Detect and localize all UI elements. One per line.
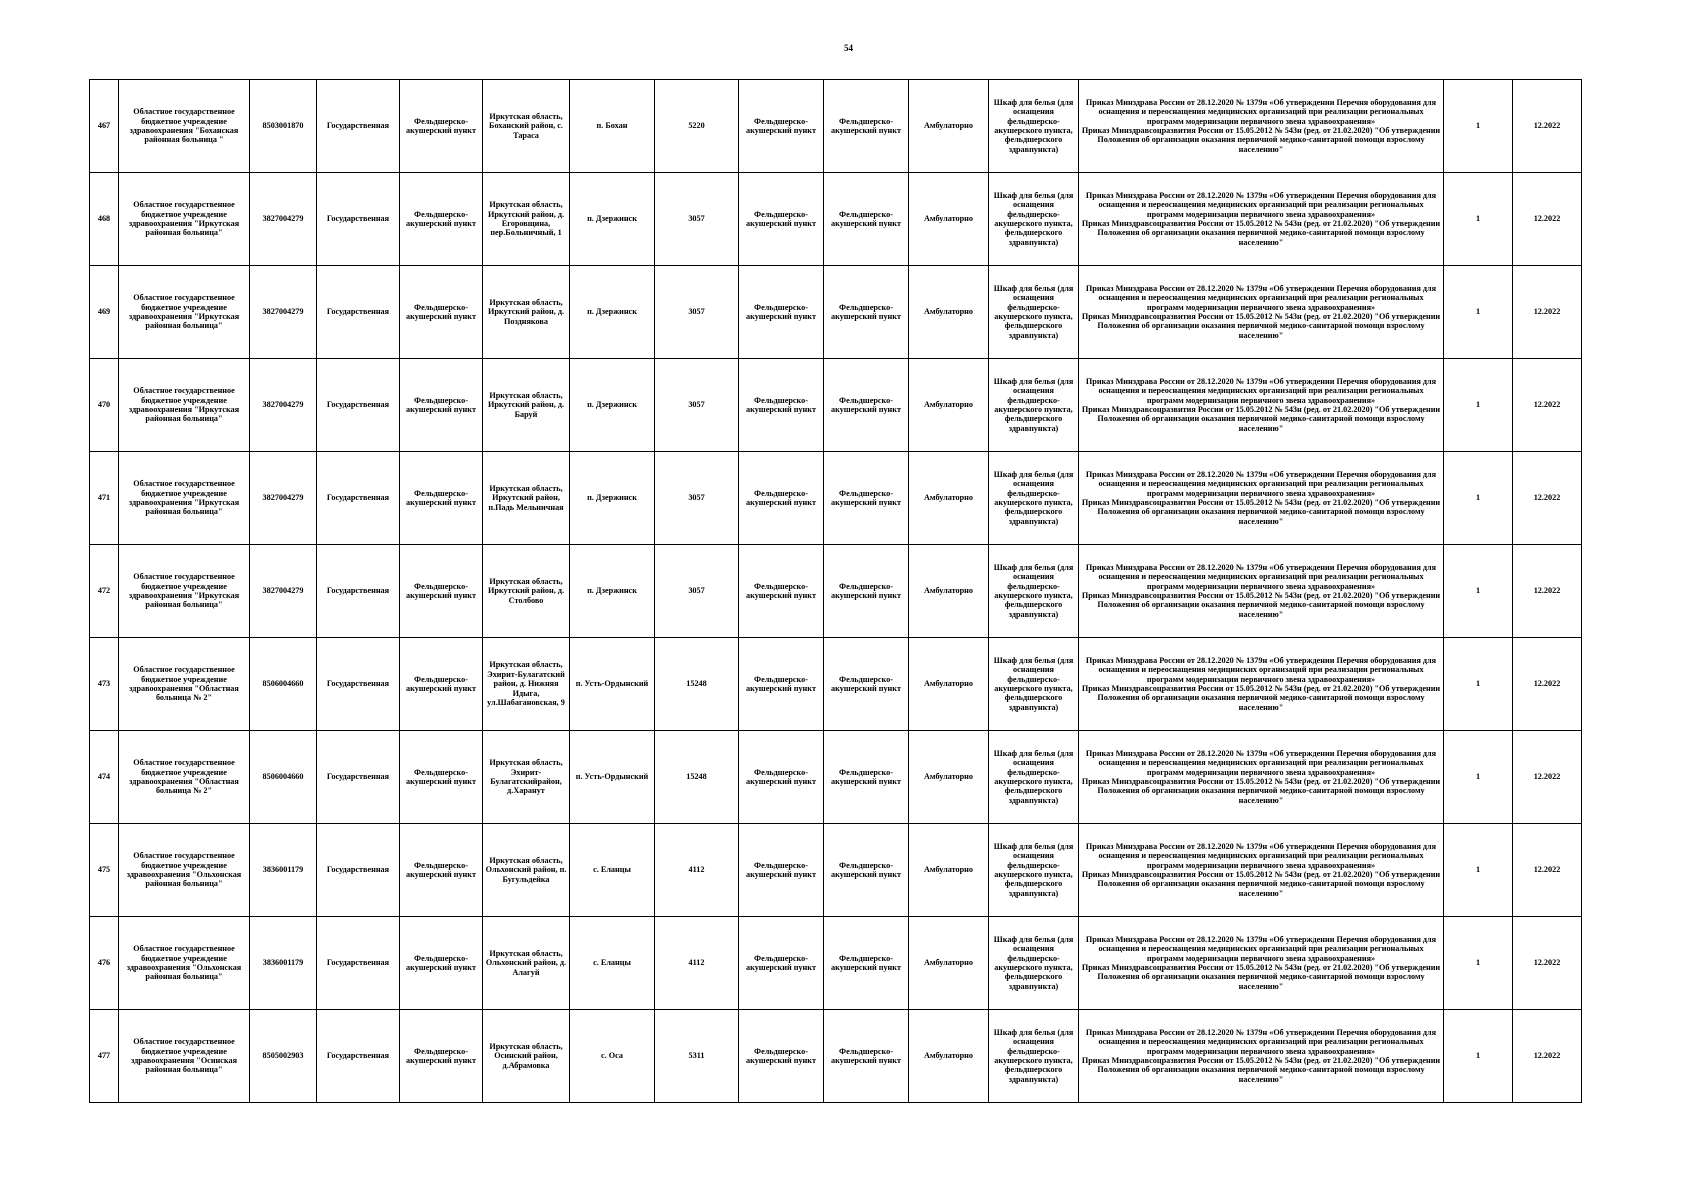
locality: п. Усть-Ордынский [570,731,655,824]
structural-unit-detail: Фельдшерско-акушерский пункт [824,359,909,452]
order-1379n: Приказ Минздрава России от 28.12.2020 № 1379н «Об утверждении Перечня оборудования для оснащения и переоснащения медицинских организаций при реализации региональных программ модернизации первичного звена здравоохранения» [1085,748,1437,777]
organization-name: Областное государственное бюджетное учреждение здравоохранения "Иркутская районная больница" [119,545,250,638]
order-1379n: Приказ Минздрава России от 28.12.2020 № 1379н «Об утверждении Перечня оборудования для оснащения и переоснащения медицинских организаций при реализации региональных программ модернизации первичного звена здравоохранения» [1085,934,1437,963]
population: 5311 [655,1010,739,1103]
order-543n: Приказ Минздравсоцразвития России от 15.05.2012 № 543н (ред. от 21.02.2020) "Об утверждении Положения об организации оказания первичной медико-санитарной помощи взрослому населению" [1081,312,1441,340]
inn-code: 8503001870 [250,80,317,173]
ownership-form: Государственная [317,917,400,1010]
equipment-name: Шкаф для белья (для оснащения фельдшерско-акушерского пункта, фельдшерского здравпункта) [989,824,1079,917]
facility-type: Фельдшерско-акушерский пункт [400,731,483,824]
care-form: Амбулаторно [909,824,989,917]
order-543n: Приказ Минздравсоцразвития России от 15.05.2012 № 543н (ред. от 21.02.2020) "Об утверждении Положения об организации оказания первичной медико-санитарной помощи взрослому населению" [1081,498,1441,526]
order-543n: Приказ Минздравсоцразвития России от 15.05.2012 № 543н (ред. от 21.02.2020) "Об утверждении Положения об организации оказания первичной медико-санитарной помощи взрослому населению" [1081,219,1441,247]
organization-name: Областное государственное бюджетное учреждение здравоохранения "Иркутская районная больница" [119,173,250,266]
facility-type: Фельдшерско-акушерский пункт [400,824,483,917]
equipment-name: Шкаф для белья (для оснащения фельдшерско-акушерского пункта, фельдшерского здравпункта) [989,80,1079,173]
care-form: Амбулаторно [909,731,989,824]
population: 3057 [655,545,739,638]
table-row [90,80,1582,173]
structural-unit: Фельдшерско-акушерский пункт [739,824,824,917]
structural-unit: Фельдшерско-акушерский пункт [739,545,824,638]
locality: с. Еланцы [570,824,655,917]
order-543n: Приказ Минздравсоцразвития России от 15.05.2012 № 543н (ред. от 21.02.2020) "Об утверждении Положения об организации оказания первичной медико-санитарной помощи взрослому населению" [1081,963,1441,991]
delivery-date: 12.2022 [1513,917,1582,1010]
inn-code: 8505002903 [250,1010,317,1103]
structural-unit-detail: Фельдшерско-акушерский пункт [824,824,909,917]
row-number: 469 [90,266,119,359]
facility-address: Иркутская область, Эхирит-Булагатскийрайон, д.Харанут [483,731,570,824]
row-number: 475 [90,824,119,917]
care-form: Амбулаторно [909,638,989,731]
structural-unit: Фельдшерско-акушерский пункт [739,266,824,359]
equipment-name: Шкаф для белья (для оснащения фельдшерско-акушерского пункта, фельдшерского здравпункта) [989,917,1079,1010]
facility-type: Фельдшерско-акушерский пункт [400,1010,483,1103]
facility-address: Иркутская область, Иркутский район, д. Баруй [483,359,570,452]
care-form: Амбулаторно [909,1010,989,1103]
structural-unit-detail: Фельдшерско-акушерский пункт [824,917,909,1010]
organization-name: Областное государственное бюджетное учреждение здравоохранения "Областная больница № 2" [119,731,250,824]
facility-address: Иркутская область, Иркутский район, д. Позднякова [483,266,570,359]
facility-address: Иркутская область, Иркутский район, д. Столбово [483,545,570,638]
structural-unit-detail: Фельдшерско-акушерский пункт [824,545,909,638]
regulatory-basis [1079,1010,1444,1103]
order-1379n: Приказ Минздрава России от 28.12.2020 № 1379н «Об утверждении Перечня оборудования для оснащения и переоснащения медицинских организаций при реализации региональных программ модернизации первичного звена здравоохранения» [1085,655,1437,684]
order-543n: Приказ Минздравсоцразвития России от 15.05.2012 № 543н (ред. от 21.02.2020) "Об утверждении Положения об организации оказания первичной медико-санитарной помощи взрослому населению" [1081,591,1441,619]
ownership-form: Государственная [317,638,400,731]
ownership-form: Государственная [317,359,400,452]
facility-address: Иркутская область, Осинский район, д.Абрамовка [483,1010,570,1103]
quantity: 1 [1444,266,1513,359]
table-row [90,824,1582,917]
organization-name: Областное государственное бюджетное учреждение здравоохранения "Боханская районная больница " [119,80,250,173]
ownership-form: Государственная [317,266,400,359]
structural-unit-detail: Фельдшерско-акушерский пункт [824,80,909,173]
row-number: 472 [90,545,119,638]
facility-address: Иркутская область, Ольхонский район, п. Бугульдейка [483,824,570,917]
organization-name: Областное государственное бюджетное учреждение здравоохранения "Иркутская районная больница" [119,359,250,452]
regulatory-basis [1079,824,1444,917]
organization-name: Областное государственное бюджетное учреждение здравоохранения "Иркутская районная больница" [119,452,250,545]
row-number: 474 [90,731,119,824]
structural-unit-detail: Фельдшерско-акушерский пункт [824,731,909,824]
regulatory-basis [1079,917,1444,1010]
delivery-date: 12.2022 [1513,266,1582,359]
locality: с. Оса [570,1010,655,1103]
structural-unit-detail: Фельдшерско-акушерский пункт [824,266,909,359]
row-number: 473 [90,638,119,731]
population: 4112 [655,824,739,917]
row-number: 468 [90,173,119,266]
ownership-form: Государственная [317,731,400,824]
table-row [90,638,1582,731]
table-row [90,452,1582,545]
population: 3057 [655,173,739,266]
quantity: 1 [1444,917,1513,1010]
table-row [90,1010,1582,1103]
quantity: 1 [1444,80,1513,173]
delivery-date: 12.2022 [1513,1010,1582,1103]
delivery-date: 12.2022 [1513,824,1582,917]
care-form: Амбулаторно [909,917,989,1010]
row-number: 477 [90,1010,119,1103]
locality: п. Дзержинск [570,452,655,545]
locality: п. Дзержинск [570,173,655,266]
facility-address: Иркутская область, Иркутский район, п.Падь Мельничная [483,452,570,545]
table-row [90,359,1582,452]
population: 3057 [655,359,739,452]
order-543n: Приказ Минздравсоцразвития России от 15.05.2012 № 543н (ред. от 21.02.2020) "Об утверждении Положения об организации оказания первичной медико-санитарной помощи взрослому населению" [1081,684,1441,712]
structural-unit: Фельдшерско-акушерский пункт [739,452,824,545]
registry-rows [90,80,1582,1103]
equipment-name: Шкаф для белья (для оснащения фельдшерско-акушерского пункта, фельдшерского здравпункта) [989,173,1079,266]
equipment-name: Шкаф для белья (для оснащения фельдшерско-акушерского пункта, фельдшерского здравпункта) [989,266,1079,359]
order-1379n: Приказ Минздрава России от 28.12.2020 № 1379н «Об утверждении Перечня оборудования для оснащения и переоснащения медицинских организаций при реализации региональных программ модернизации первичного звена здравоохранения» [1085,841,1437,870]
population: 3057 [655,452,739,545]
structural-unit: Фельдшерско-акушерский пункт [739,1010,824,1103]
inn-code: 3827004279 [250,266,317,359]
equipment-name: Шкаф для белья (для оснащения фельдшерско-акушерского пункта, фельдшерского здравпункта) [989,545,1079,638]
care-form: Амбулаторно [909,359,989,452]
facility-address: Иркутская область, Ольхонский район, д. Алагуй [483,917,570,1010]
equipment-name: Шкаф для белья (для оснащения фельдшерско-акушерского пункта, фельдшерского здравпункта) [989,1010,1079,1103]
quantity: 1 [1444,1010,1513,1103]
inn-code: 3827004279 [250,173,317,266]
structural-unit: Фельдшерско-акушерский пункт [739,731,824,824]
inn-code: 3827004279 [250,359,317,452]
population: 3057 [655,266,739,359]
regulatory-basis [1079,266,1444,359]
organization-name: Областное государственное бюджетное учреждение здравоохранения "Ольхонская районная больница" [119,824,250,917]
population: 5220 [655,80,739,173]
order-1379n: Приказ Минздрава России от 28.12.2020 № 1379н «Об утверждении Перечня оборудования для оснащения и переоснащения медицинских организаций при реализации региональных программ модернизации первичного звена здравоохранения» [1085,562,1437,591]
order-543n: Приказ Минздравсоцразвития России от 15.05.2012 № 543н (ред. от 21.02.2020) "Об утверждении Положения об организации оказания первичной медико-санитарной помощи взрослому населению" [1081,405,1441,433]
population: 15248 [655,638,739,731]
order-543n: Приказ Минздравсоцразвития России от 15.05.2012 № 543н (ред. от 21.02.2020) "Об утверждении Положения об организации оказания первичной медико-санитарной помощи взрослому населению" [1081,126,1441,154]
registry-table [89,79,1582,1103]
structural-unit: Фельдшерско-акушерский пункт [739,173,824,266]
structural-unit: Фельдшерско-акушерский пункт [739,638,824,731]
ownership-form: Государственная [317,80,400,173]
delivery-date: 12.2022 [1513,173,1582,266]
ownership-form: Государственная [317,545,400,638]
locality: п. Бохан [570,80,655,173]
population: 4112 [655,917,739,1010]
facility-address: Иркутская область, Боханский район, с. Тараса [483,80,570,173]
care-form: Амбулаторно [909,173,989,266]
care-form: Амбулаторно [909,545,989,638]
population: 15248 [655,731,739,824]
ownership-form: Государственная [317,824,400,917]
table-row [90,266,1582,359]
care-form: Амбулаторно [909,266,989,359]
order-543n: Приказ Минздравсоцразвития России от 15.05.2012 № 543н (ред. от 21.02.2020) "Об утверждении Положения об организации оказания первичной медико-санитарной помощи взрослому населению" [1081,777,1441,805]
ownership-form: Государственная [317,173,400,266]
facility-type: Фельдшерско-акушерский пункт [400,917,483,1010]
inn-code: 3836001179 [250,917,317,1010]
organization-name: Областное государственное бюджетное учреждение здравоохранения "Осинская районная больница" [119,1010,250,1103]
facility-type: Фельдшерско-акушерский пункт [400,173,483,266]
regulatory-basis [1079,80,1444,173]
regulatory-basis [1079,731,1444,824]
organization-name: Областное государственное бюджетное учреждение здравоохранения "Иркутская районная больница" [119,266,250,359]
table-row [90,731,1582,824]
equipment-name: Шкаф для белья (для оснащения фельдшерско-акушерского пункта, фельдшерского здравпункта) [989,638,1079,731]
order-1379n: Приказ Минздрава России от 28.12.2020 № 1379н «Об утверждении Перечня оборудования для оснащения и переоснащения медицинских организаций при реализации региональных программ модернизации первичного звена здравоохранения» [1085,97,1437,126]
regulatory-basis [1079,452,1444,545]
table-row [90,917,1582,1010]
order-1379n: Приказ Минздрава России от 28.12.2020 № 1379н «Об утверждении Перечня оборудования для оснащения и переоснащения медицинских организаций при реализации региональных программ модернизации первичного звена здравоохранения» [1085,469,1437,498]
equipment-name: Шкаф для белья (для оснащения фельдшерско-акушерского пункта, фельдшерского здравпункта) [989,359,1079,452]
equipment-name: Шкаф для белья (для оснащения фельдшерско-акушерского пункта, фельдшерского здравпункта) [989,731,1079,824]
care-form: Амбулаторно [909,80,989,173]
row-number: 470 [90,359,119,452]
inn-code: 8506004660 [250,731,317,824]
order-1379n: Приказ Минздрава России от 28.12.2020 № 1379н «Об утверждении Перечня оборудования для оснащения и переоснащения медицинских организаций при реализации региональных программ модернизации первичного звена здравоохранения» [1085,283,1437,312]
facility-type: Фельдшерско-акушерский пункт [400,545,483,638]
facility-type: Фельдшерско-акушерский пункт [400,359,483,452]
facility-type: Фельдшерско-акушерский пункт [400,452,483,545]
order-1379n: Приказ Минздрава России от 28.12.2020 № 1379н «Об утверждении Перечня оборудования для оснащения и переоснащения медицинских организаций при реализации региональных программ модернизации первичного звена здравоохранения» [1085,190,1437,219]
delivery-date: 12.2022 [1513,731,1582,824]
equipment-name: Шкаф для белья (для оснащения фельдшерско-акушерского пункта, фельдшерского здравпункта) [989,452,1079,545]
regulatory-basis [1079,545,1444,638]
inn-code: 8506004660 [250,638,317,731]
delivery-date: 12.2022 [1513,638,1582,731]
ownership-form: Государственная [317,452,400,545]
facility-type: Фельдшерско-акушерский пункт [400,266,483,359]
order-1379n: Приказ Минздрава России от 28.12.2020 № 1379н «Об утверждении Перечня оборудования для оснащения и переоснащения медицинских организаций при реализации региональных программ модернизации первичного звена здравоохранения» [1085,376,1437,405]
table-row [90,173,1582,266]
order-543n: Приказ Минздравсоцразвития России от 15.05.2012 № 543н (ред. от 21.02.2020) "Об утверждении Положения об организации оказания первичной медико-санитарной помощи взрослому населению" [1081,870,1441,898]
facility-type: Фельдшерско-акушерский пункт [400,80,483,173]
quantity: 1 [1444,359,1513,452]
structural-unit: Фельдшерско-акушерский пункт [739,917,824,1010]
quantity: 1 [1444,173,1513,266]
regulatory-basis [1079,359,1444,452]
locality: п. Дзержинск [570,266,655,359]
quantity: 1 [1444,638,1513,731]
locality: п. Усть-Ордынский [570,638,655,731]
order-1379n: Приказ Минздрава России от 28.12.2020 № 1379н «Об утверждении Перечня оборудования для оснащения и переоснащения медицинских организаций при реализации региональных программ модернизации первичного звена здравоохранения» [1085,1027,1437,1056]
structural-unit: Фельдшерско-акушерский пункт [739,359,824,452]
structural-unit-detail: Фельдшерско-акушерский пункт [824,452,909,545]
quantity: 1 [1444,824,1513,917]
delivery-date: 12.2022 [1513,545,1582,638]
quantity: 1 [1444,731,1513,824]
row-number: 467 [90,80,119,173]
structural-unit-detail: Фельдшерско-акушерский пункт [824,638,909,731]
page-number: 54 [844,43,853,53]
structural-unit-detail: Фельдшерско-акушерский пункт [824,173,909,266]
facility-type: Фельдшерско-акушерский пункт [400,638,483,731]
locality: п. Дзержинск [570,359,655,452]
quantity: 1 [1444,545,1513,638]
locality: п. Дзержинск [570,545,655,638]
order-543n: Приказ Минздравсоцразвития России от 15.05.2012 № 543н (ред. от 21.02.2020) "Об утверждении Положения об организации оказания первичной медико-санитарной помощи взрослому населению" [1081,1056,1441,1084]
inn-code: 3827004279 [250,545,317,638]
quantity: 1 [1444,452,1513,545]
structural-unit-detail: Фельдшерско-акушерский пункт [824,1010,909,1103]
row-number: 471 [90,452,119,545]
facility-address: Иркутская область, Иркутский район, д. Егоровщина, пер.Больничный, 1 [483,173,570,266]
locality: с. Еланцы [570,917,655,1010]
regulatory-basis [1079,638,1444,731]
table-row [90,545,1582,638]
inn-code: 3836001179 [250,824,317,917]
inn-code: 3827004279 [250,452,317,545]
care-form: Амбулаторно [909,452,989,545]
delivery-date: 12.2022 [1513,359,1582,452]
organization-name: Областное государственное бюджетное учреждение здравоохранения "Областная больница № 2" [119,638,250,731]
structural-unit: Фельдшерско-акушерский пункт [739,80,824,173]
ownership-form: Государственная [317,1010,400,1103]
row-number: 476 [90,917,119,1010]
organization-name: Областное государственное бюджетное учреждение здравоохранения "Ольхонская районная больница" [119,917,250,1010]
delivery-date: 12.2022 [1513,80,1582,173]
facility-address: Иркутская область, Эхирит-Булагатский район, д. Нижняя Идыга, ул.Шабагановская, 9 [483,638,570,731]
regulatory-basis [1079,173,1444,266]
delivery-date: 12.2022 [1513,452,1582,545]
